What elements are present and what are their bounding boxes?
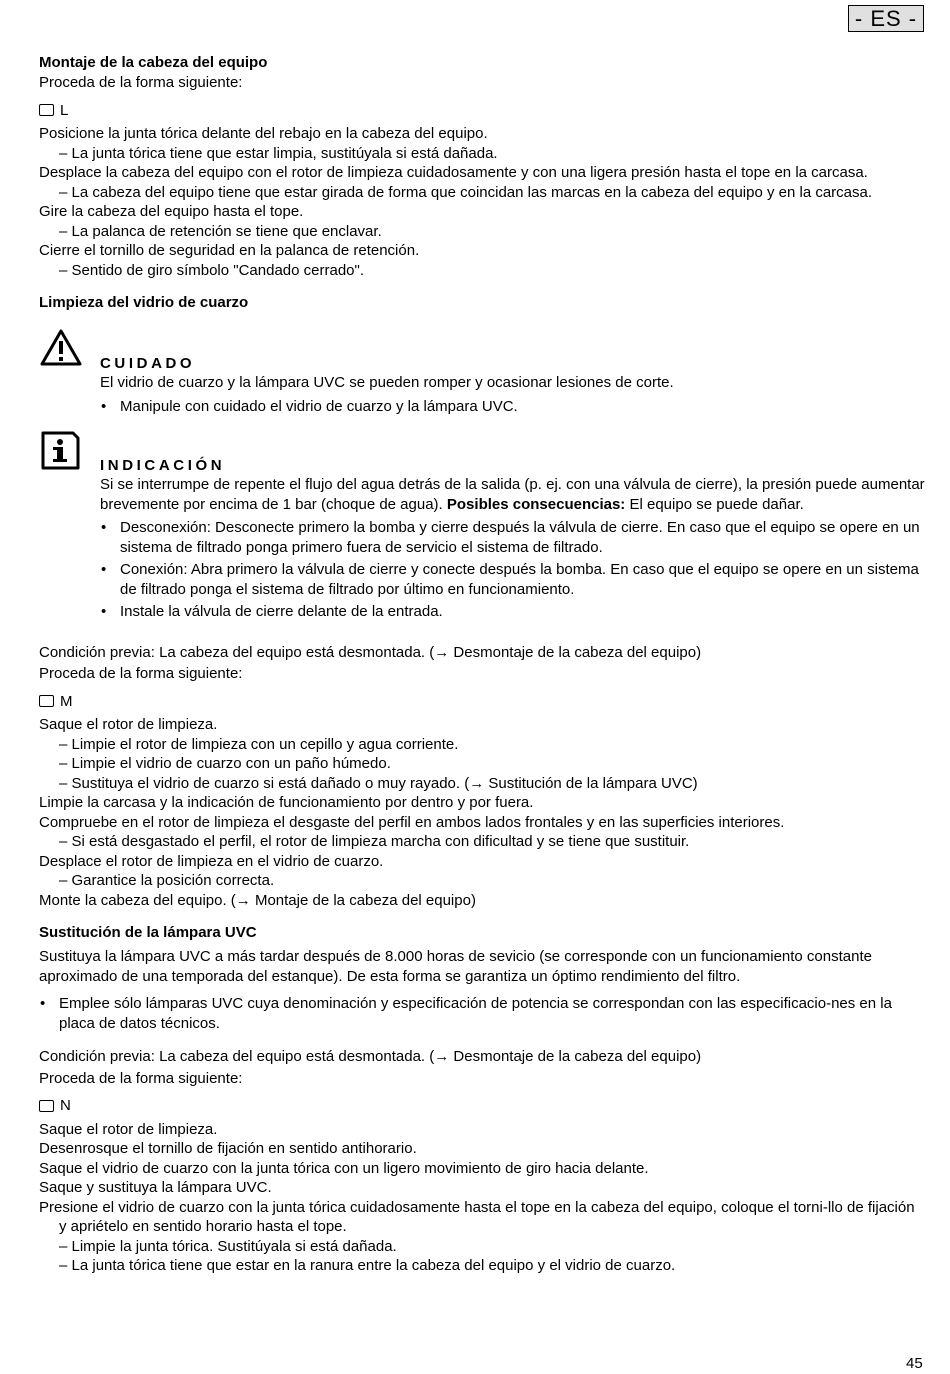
- step: Desplace la cabeza del equipo con el rotor de limpieza cuidadosamente y con una ligera presión hasta el tope en la carcasa.: [39, 164, 868, 181]
- procedure-intro: Proceda de la forma siguiente:: [39, 665, 243, 682]
- caution-label: CUIDADO: [100, 355, 196, 372]
- substep: – Limpie el vidrio de cuarzo con un paño húmedo.: [59, 755, 391, 772]
- substep: – Sentido de giro símbolo "Candado cerrado".: [59, 261, 365, 279]
- figure-reference: [39, 101, 926, 121]
- list-item: • Manipule con cuidado el vidrio de cuarzo y la lámpara UVC.: [100, 397, 926, 417]
- step: Posicione la junta tórica delante del rebajo en la cabeza del equipo.: [39, 125, 488, 142]
- step: Cierre el tornillo de seguridad en la palanca de retención.: [39, 242, 420, 259]
- figure-reference: [39, 692, 926, 712]
- note-text: [100, 475, 926, 514]
- step: Desenrosque el tornillo de fijación en sentido antihorario.: [39, 1140, 417, 1157]
- figure-letter: M: [60, 692, 73, 710]
- note-text-tail: El equipo se puede dañar.: [629, 495, 804, 513]
- note-text-main: Si se interrumpe de repente el flujo del agua detrás de la salida (p. ej. con una válvula de cierre), la presión puede aumentar brevemente por encima de 1 bar (choque de agua).: [100, 476, 925, 513]
- step: Monte la cabeza del equipo. (→ Montaje de la cabeza del equipo): [39, 891, 476, 909]
- figure-letter: N: [60, 1097, 71, 1114]
- substep: – La cabeza del equipo tiene que estar girada de forma que coincidan las marcas en la cabeza del equipo y en la carcasa.: [59, 183, 873, 201]
- note-label: INDICACIÓN: [100, 457, 226, 474]
- section-title-mounting: Montaje de la cabeza del equipo: [39, 54, 268, 71]
- language-tab: - ES -: [848, 5, 924, 32]
- substep: – La junta tórica tiene que estar en la ranura entre la cabeza del equipo y el vidrio de cuarzo.: [59, 1257, 676, 1274]
- substep: – La junta tórica tiene que estar limpia, sustitúyala si está dañada.: [59, 144, 498, 162]
- substep: – Sustituya el vidrio de cuarzo si está dañado o muy rayado. (→ Sustitución de la lámpara UVC): [59, 774, 698, 792]
- step: Presione el vidrio de cuarzo con la junta tórica cuidadosamente hasta el tope en la cabeza del equipo, coloque el torni-llo de fijación y apriételo en sentido horario hasta el tope.: [39, 1198, 915, 1235]
- figure-icon: [39, 1100, 54, 1112]
- note-list: [100, 518, 926, 622]
- caution-list: [100, 397, 926, 417]
- section-title-lamp-replacement: Sustitución de la lámpara UVC: [39, 924, 257, 941]
- figure-reference: [39, 1096, 926, 1116]
- note-text-emphasis: Posibles consecuencias:: [446, 495, 626, 513]
- substep: – Limpie el rotor de limpieza con un cepillo y agua corriente.: [59, 735, 459, 753]
- figure-icon: [39, 104, 54, 116]
- page-number: 45: [906, 1355, 923, 1372]
- warning-triangle-icon: [39, 328, 83, 368]
- list-item: • Conexión: Abra primero la válvula de cierre y conecte después la bomba. En caso que el equipo se opere en un sistema de filtrado ponga el sistema de filtrado por último en funcionamiento.: [100, 560, 926, 599]
- substep: – La palanca de retención se tiene que enclavar.: [59, 222, 382, 240]
- paragraph: Sustituya la lámpara UVC a más tardar después de 8.000 horas de sevicio (se corresponde con un funcionamiento constante aproximado de una temporada del estanque). De esta forma se garantiza un óptimo rendimiento del filtro.: [39, 948, 872, 985]
- precondition: Condición previa: La cabeza del equipo está desmontada. (→ Desmontaje de la cabeza del equipo): [39, 1048, 702, 1065]
- caution-text: El vidrio de cuarzo y la lámpara UVC se pueden romper y ocasionar lesiones de corte.: [100, 374, 674, 391]
- substep: – Si está desgastado el perfil, el rotor de limpieza marcha con dificultad y se tiene que sustituir.: [59, 833, 690, 850]
- step: Saque el vidrio de cuarzo con la junta tórica con un ligero movimiento de giro hacia delante.: [39, 1159, 649, 1177]
- substep: – Limpie la junta tórica. Sustitúyala si está dañada.: [59, 1237, 397, 1255]
- procedure-intro: Proceda de la forma siguiente:: [39, 74, 243, 91]
- figure-letter: L: [60, 101, 69, 119]
- step: Desplace el rotor de limpieza en el vidrio de cuarzo.: [39, 852, 384, 870]
- step: Saque el rotor de limpieza.: [39, 1120, 218, 1138]
- step: Limpie la carcasa y la indicación de funcionamiento por dentro y por fuera.: [39, 794, 534, 811]
- procedure-intro: Proceda de la forma siguiente:: [39, 1069, 243, 1087]
- step: Gire la cabeza del equipo hasta el tope.: [39, 203, 304, 220]
- step: Compruebe en el rotor de limpieza el desgaste del perfil en ambos lados frontales y en las superficies interiores.: [39, 813, 785, 831]
- step: Saque y sustituya la lámpara UVC.: [39, 1179, 272, 1196]
- page-content: [39, 52, 926, 1276]
- caution-notice: [39, 328, 926, 416]
- substep: – Garantice la posición correcta.: [59, 872, 275, 889]
- precondition: Condición previa: La cabeza del equipo está desmontada. (→ Desmontaje de la cabeza del equipo): [39, 643, 702, 661]
- section-title-cleaning: Limpieza del vidrio de cuarzo: [39, 294, 249, 311]
- info-icon: [39, 430, 81, 472]
- figure-icon: [39, 695, 54, 707]
- list-item: • Desconexión: Desconecte primero la bomba y cierre después la válvula de cierre. En caso que el equipo se opere en un sistema de filtrado ponga primero fuera de servicio el sistema de filtrado.: [100, 518, 926, 557]
- step: Saque el rotor de limpieza.: [39, 716, 218, 733]
- info-notice: [39, 430, 926, 622]
- list-item: • Emplee sólo lámparas UVC cuya denominación y especificación de potencia se correspondan con las especificacio-nes en la placa de datos técnicos.: [39, 994, 926, 1033]
- list-item: • Instale la válvula de cierre delante de la entrada.: [100, 602, 926, 622]
